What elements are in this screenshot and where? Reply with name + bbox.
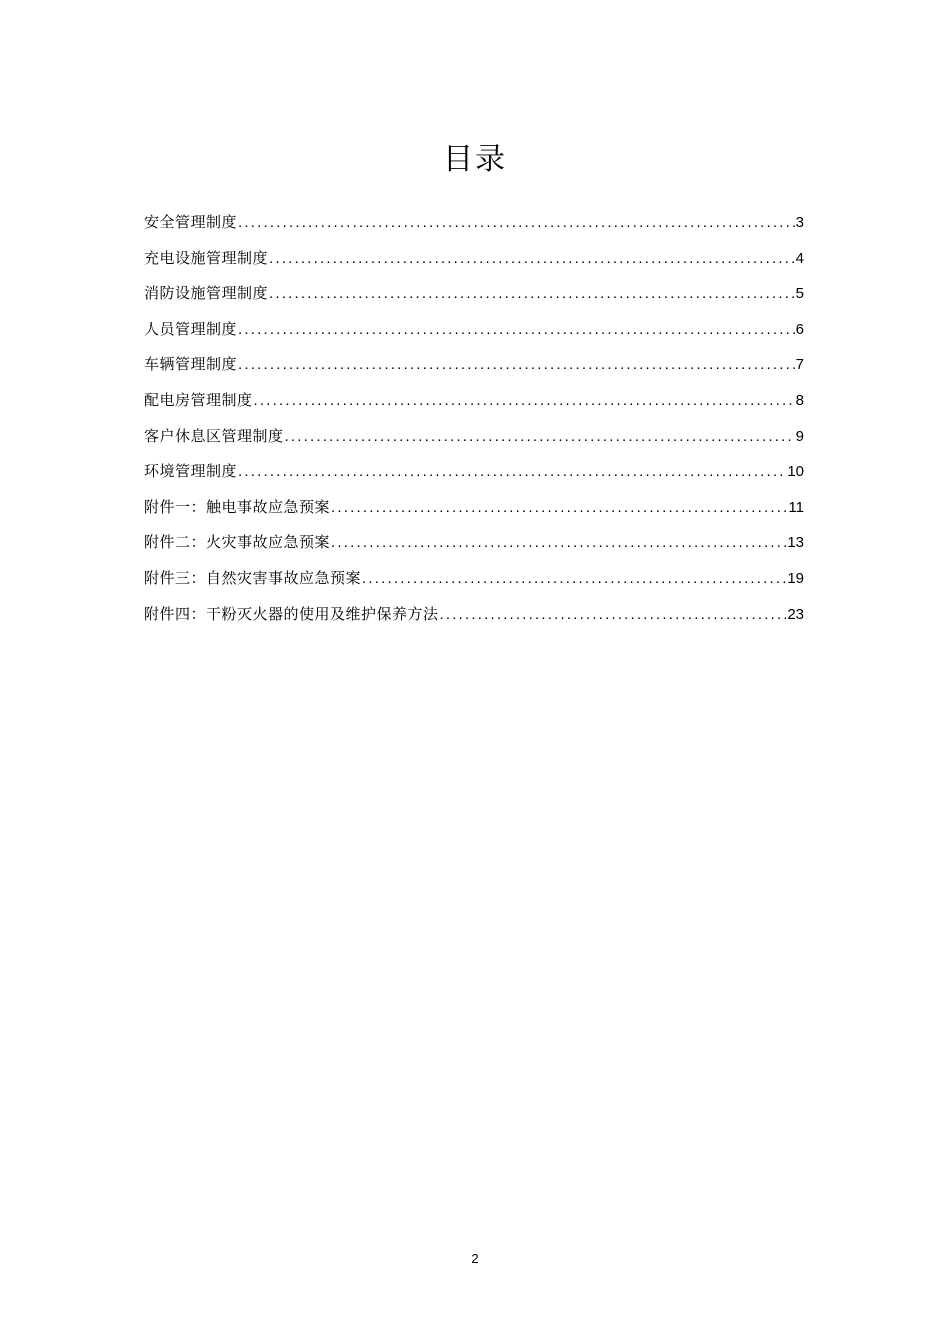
toc-entry[interactable] — [144, 347, 804, 383]
toc-entry-label: 客户休息区管理制度 — [144, 426, 284, 445]
toc-dot-leader — [238, 347, 795, 383]
toc-dot-leader — [269, 276, 795, 312]
table-of-contents — [144, 205, 804, 632]
toc-entry-label: 充电设施管理制度 — [144, 248, 269, 267]
toc-entry-label: 车辆管理制度 — [144, 355, 238, 374]
toc-dot-leader — [440, 597, 787, 633]
page-number: 2 — [471, 1251, 479, 1266]
toc-dot-leader — [238, 454, 786, 490]
toc-entry[interactable] — [144, 525, 804, 561]
toc-dot-leader — [331, 525, 786, 561]
toc-entry-page: 4 — [795, 249, 804, 267]
toc-dot-leader — [362, 561, 786, 597]
toc-entry-page: 13 — [787, 534, 804, 552]
toc-entry[interactable] — [144, 561, 804, 597]
toc-entry[interactable] — [144, 276, 804, 312]
toc-entry[interactable] — [144, 383, 804, 419]
toc-entry-page: 6 — [795, 320, 804, 338]
toc-entry-label: 附件二：火灾事故应急预案 — [144, 533, 331, 552]
toc-entry[interactable] — [144, 241, 804, 277]
toc-entry[interactable] — [144, 597, 804, 633]
toc-entry-label: 附件三：自然灾害事故应急预案 — [144, 568, 362, 587]
toc-entry-page: 23 — [787, 605, 804, 623]
toc-dot-leader — [285, 419, 795, 455]
toc-entry-page: 10 — [787, 463, 804, 481]
toc-entry[interactable] — [144, 419, 804, 455]
toc-entry-label: 配电房管理制度 — [144, 390, 253, 409]
toc-dot-leader — [254, 383, 795, 419]
toc-entry-page: 7 — [795, 356, 804, 374]
toc-entry-page: 19 — [787, 569, 804, 587]
toc-entry-label: 人员管理制度 — [144, 319, 238, 338]
toc-dot-leader — [238, 205, 795, 241]
toc-entry-label: 安全管理制度 — [144, 213, 238, 231]
toc-entry-label: 附件四：干粉灭火器的使用及维护保养方法 — [144, 604, 439, 623]
toc-entry[interactable] — [144, 490, 804, 526]
toc-entry-label: 消防设施管理制度 — [144, 284, 269, 303]
toc-entry[interactable] — [144, 454, 804, 490]
page-title: 目录 — [443, 142, 507, 177]
toc-entry[interactable] — [144, 205, 804, 241]
toc-entry-page: 8 — [795, 391, 804, 409]
toc-entry[interactable] — [144, 312, 804, 348]
toc-dot-leader — [238, 312, 795, 348]
toc-entry-page: 3 — [795, 214, 804, 231]
toc-entry-label: 附件一：触电事故应急预案 — [144, 497, 331, 516]
toc-entry-label: 环境管理制度 — [144, 462, 238, 481]
toc-dot-leader — [269, 241, 795, 277]
toc-entry-page: 5 — [795, 285, 804, 303]
toc-entry-page: 9 — [795, 427, 804, 445]
toc-entry-page: 11 — [788, 498, 804, 516]
toc-dot-leader — [331, 490, 787, 526]
